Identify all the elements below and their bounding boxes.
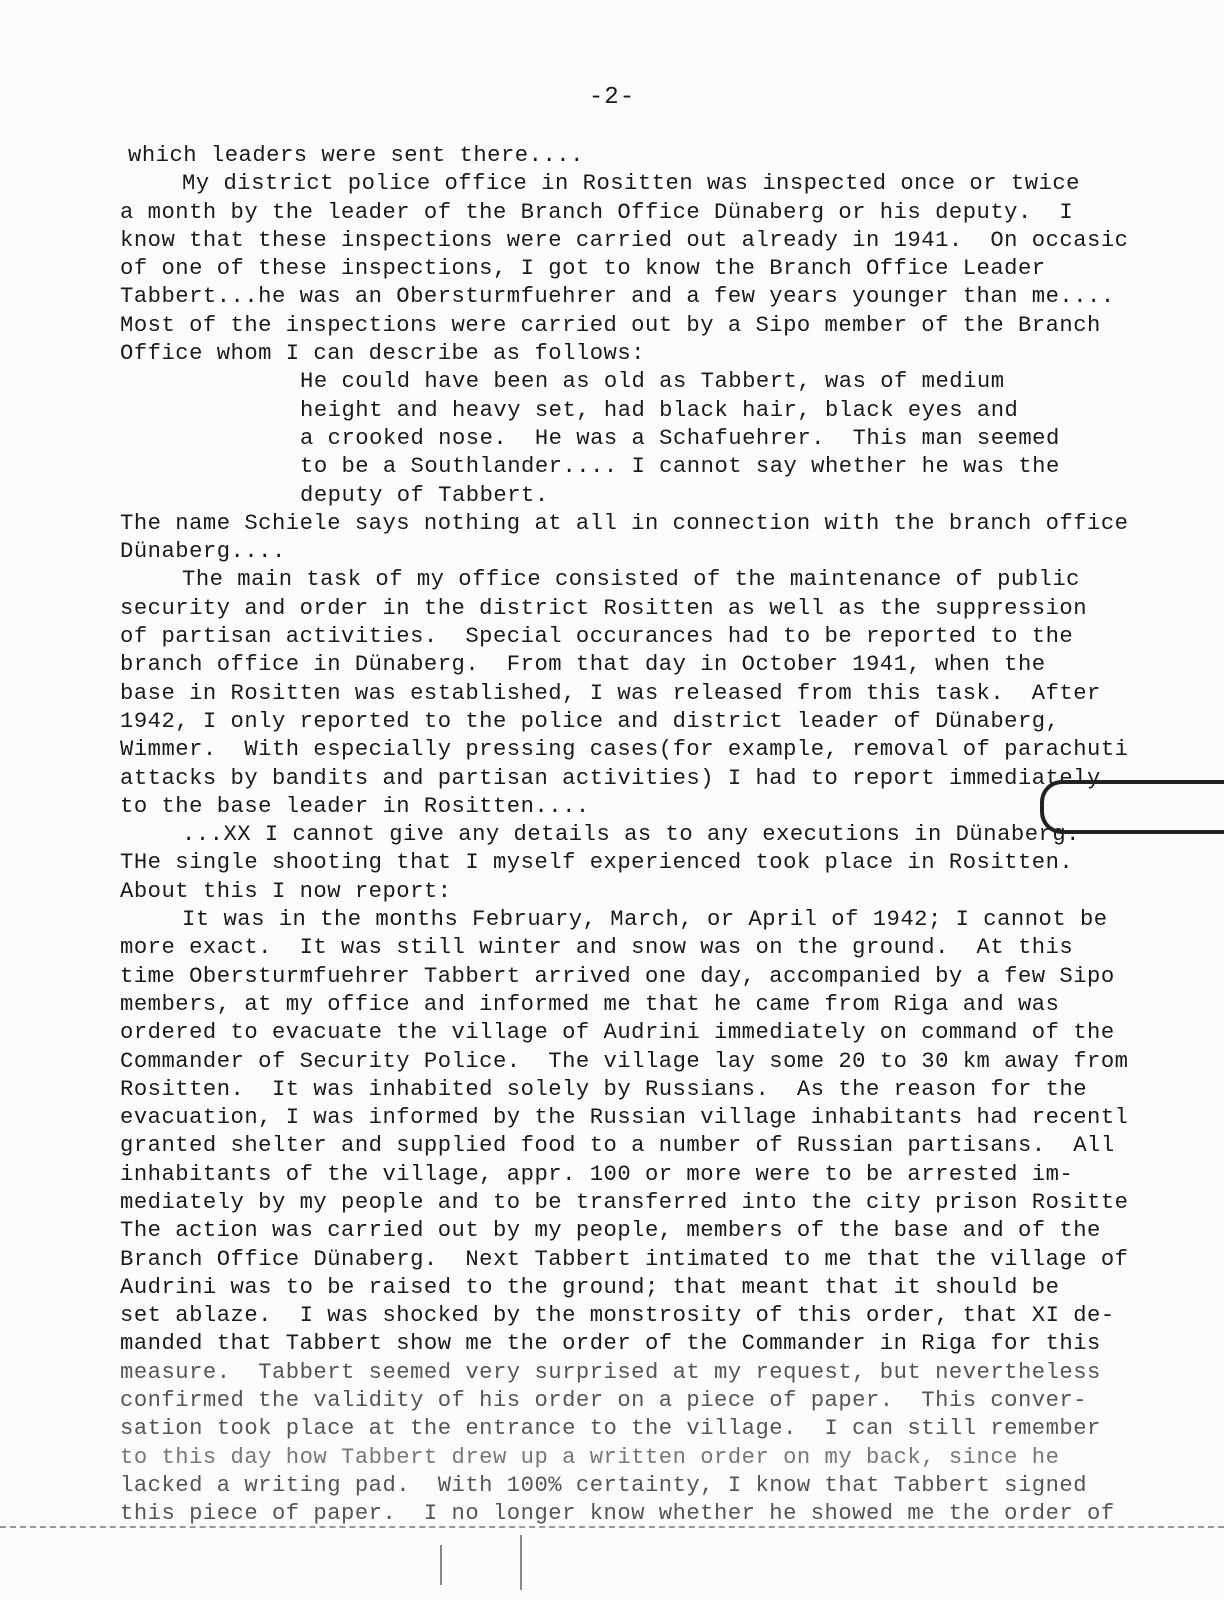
text-line: inhabitants of the village, appr. 100 or more were to be arrested im- <box>120 1161 1074 1187</box>
text-line: to the base leader in Rositten.... <box>120 793 590 819</box>
text-line: security and order in the district Rositten as well as the suppression <box>120 595 1088 621</box>
text-line: THe single shooting that I myself experienced took place in Rositten. <box>120 850 1074 876</box>
text-line: height and heavy set, had black hair, black eyes and <box>300 397 1019 423</box>
text-line: He could have been as old as Tabbert, was of medium <box>300 369 1005 395</box>
text-line: base in Rositten was established, I was released from this task. After <box>120 680 1101 706</box>
text-line: time Obersturmfuehrer Tabbert arrived one day, accompanied by a few Sipo <box>120 963 1115 989</box>
text-line: to this day how Tabbert drew up a written order on my back, since he <box>120 1444 1060 1470</box>
text-line: measure. Tabbert seemed very surprised at my request, but nevertheless <box>120 1359 1101 1385</box>
page-edge-line <box>0 1526 1224 1528</box>
page-number: -2- <box>588 84 636 111</box>
text-line: It was in the months February, March, or April of 1942; I cannot be <box>182 907 1108 933</box>
typewritten-body <box>120 142 1220 1529</box>
text-line: a month by the leader of the Branch Office Dünaberg or his deputy. I <box>120 199 1074 225</box>
text-line: ordered to evacuate the village of Audrini immediately on command of the <box>120 1020 1115 1046</box>
text-line: set ablaze. I was shocked by the monstrosity of this order, that XI de- <box>120 1303 1115 1329</box>
text-line: Tabbert...he was an Obersturmfuehrer and a few years younger than me.... <box>120 284 1115 310</box>
margin-mark <box>440 1545 442 1585</box>
text-line: branch office in Dünaberg. From that day in October 1941, when the <box>120 652 1046 678</box>
text-line: The main task of my office consisted of the maintenance of public <box>182 567 1080 593</box>
text-line: lacked a writing pad. With 100% certainty, I know that Tabbert signed <box>120 1472 1088 1498</box>
text-line: attacks by bandits and partisan activities) I had to report immediately <box>120 765 1101 791</box>
text-line: Audrini was to be raised to the ground; that meant that it should be <box>120 1274 1060 1300</box>
text-line: of one of these inspections, I got to know the Branch Office Leader <box>120 256 1046 282</box>
text-line: mediately by my people and to be transferred into the city prison Rositte <box>120 1189 1129 1215</box>
text-line: more exact. It was still winter and snow was on the ground. At this <box>120 935 1074 961</box>
text-line: this piece of paper. I no longer know whether he showed me the order of <box>120 1501 1115 1527</box>
text-line: Branch Office Dünaberg. Next Tabbert intimated to me that the village of <box>120 1246 1129 1272</box>
margin-mark <box>520 1535 522 1590</box>
text-line: members, at my office and informed me that he came from Riga and was <box>120 991 1060 1017</box>
text-line: sation took place at the entrance to the village. I can still remember <box>120 1416 1101 1442</box>
text-line: About this I now report: <box>120 878 452 904</box>
text-line: Most of the inspections were carried out by a Sipo member of the Branch <box>120 312 1101 338</box>
text-line: Commander of Security Police. The village lay some 20 to 30 km away from <box>120 1048 1129 1074</box>
text-line: a crooked nose. He was a Schafuehrer. This man seemed <box>300 425 1060 451</box>
text-line: confirmed the validity of his order on a piece of paper. This conver- <box>120 1388 1088 1414</box>
text-line: know that these inspections were carried out already in 1941. On occasic <box>120 227 1129 253</box>
text-line: Office whom I can describe as follows: <box>120 341 645 367</box>
text-line: granted shelter and supplied food to a number of Russian partisans. All <box>120 1133 1115 1159</box>
text-line: evacuation, I was informed by the Russian village inhabitants had recentl <box>120 1105 1129 1131</box>
text-line: ...XX I cannot give any details as to any executions in Dünaberg. <box>182 822 1080 848</box>
text-line: manded that Tabbert show me the order of the Commander in Riga for this <box>120 1331 1101 1357</box>
text-line: Wimmer. With especially pressing cases(for example, removal of parachuti <box>120 737 1129 763</box>
text-line: of partisan activities. Special occurances had to be reported to the <box>120 624 1074 650</box>
text-line: to be a Southlander.... I cannot say whether he was the <box>300 454 1060 480</box>
text-line: 1942, I only reported to the police and district leader of Dünaberg, <box>120 708 1060 734</box>
paper-clip <box>1040 780 1224 834</box>
text-line: Rositten. It was inhabited solely by Russians. As the reason for the <box>120 1076 1088 1102</box>
text-line: My district police office in Rositten was inspected once or twice <box>182 171 1080 197</box>
text-line: Dünaberg.... <box>120 539 286 565</box>
text-line: The action was carried out by my people, members of the base and of the <box>120 1218 1101 1244</box>
text-line: The name Schiele says nothing at all in connection with the branch office <box>120 510 1129 536</box>
text-line: which leaders were sent there.... <box>128 143 584 168</box>
text-line: deputy of Tabbert. <box>300 482 549 508</box>
